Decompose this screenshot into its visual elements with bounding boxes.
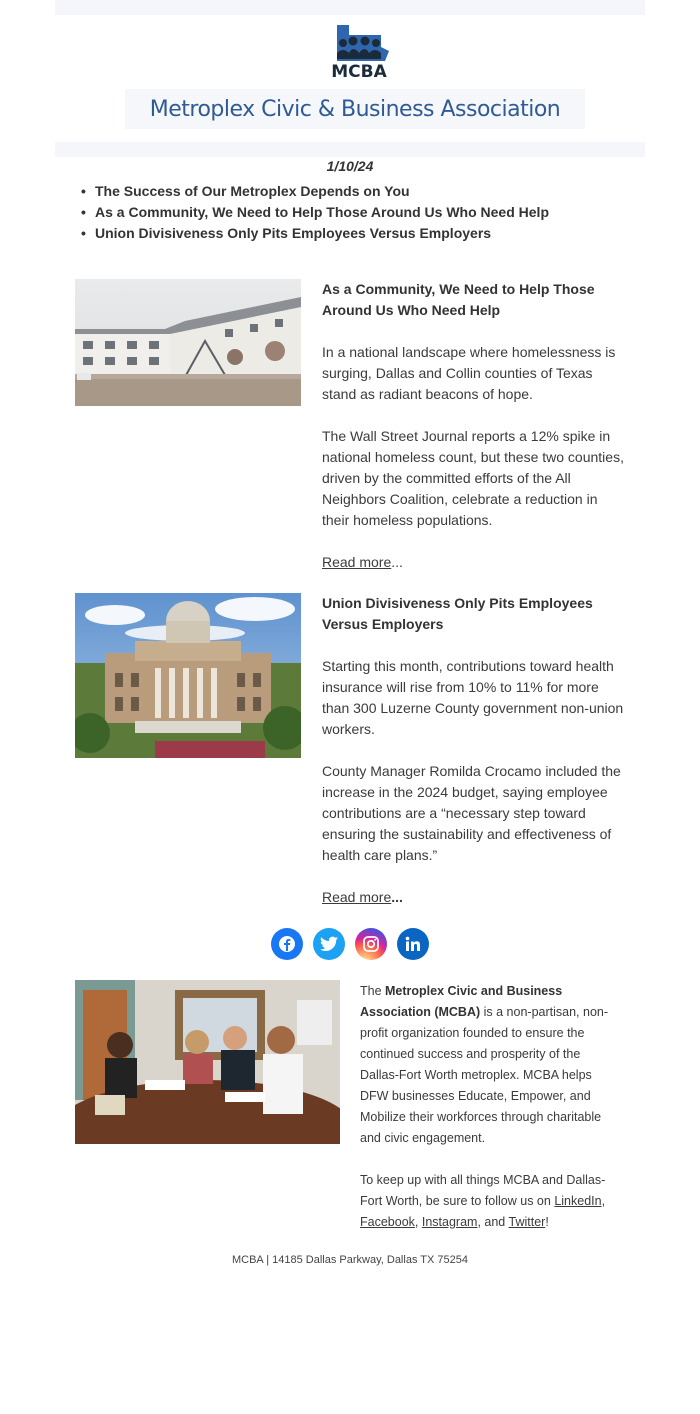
read-more-link[interactable]: Read more — [322, 889, 392, 905]
twitter-icon[interactable] — [313, 928, 345, 960]
article-title: As a Community, We Need to Help Those Around Us Who Need Help — [322, 281, 595, 318]
facebook-icon[interactable] — [271, 928, 303, 960]
courthouse-photo — [75, 593, 301, 758]
linkedin-icon[interactable] — [397, 928, 429, 960]
read-more-ellipsis: ... — [391, 889, 403, 905]
team-meeting-photo — [75, 980, 340, 1144]
association-banner — [125, 89, 585, 129]
read-more-line — [322, 887, 627, 908]
about-prefix: The — [360, 984, 386, 998]
footer-address: MCBA | 14185 Dallas Parkway, Dallas TX 75254 — [231, 1254, 468, 1266]
separator: , — [601, 1194, 606, 1208]
table-of-contents — [95, 181, 549, 244]
svg-text:MCBA: MCBA — [331, 62, 387, 81]
about-description — [360, 981, 620, 1149]
article-paragraph: The Wall Street Journal reports a 12% spike in national homeless count, but these two counties, driven by the committed efforts of the All Neighbors Coalition, celebrate a reduction in their homeless populations. — [322, 428, 624, 528]
logo-area — [55, 15, 645, 142]
facebook-link[interactable]: Facebook — [360, 1215, 415, 1229]
separator: , and — [477, 1215, 509, 1229]
read-more-ellipsis: ... — [391, 554, 403, 570]
article-paragraph: County Manager Romilda Crocamo included the increase in the 2024 budget, saying employee contributions are a “necessary step toward ensuring the sustainability and effectiveness of health care plans.” — [322, 763, 621, 863]
linkedin-link[interactable]: LinkedIn — [554, 1194, 602, 1208]
org-name: Metroplex Civic and Business Association (MCBA) — [360, 984, 563, 1019]
follow-end: ! — [545, 1215, 549, 1229]
toc-item: • Union Divisiveness Only Pits Employees Versus Employers — [95, 223, 549, 244]
about-section — [360, 981, 620, 1254]
toc-item: • As a Community, We Need to Help Those Around Us Who Need Help — [95, 202, 549, 223]
homeless-housing-photo — [75, 279, 301, 406]
article-paragraph: Starting this month, contributions toward health insurance will rise from 10% to 11% for more than 300 Luzerne County government non-union workers. — [322, 658, 624, 737]
banner-text: Metroplex Civic & Business Association — [149, 96, 561, 122]
header-bottom-band — [55, 142, 645, 157]
social-icons — [271, 928, 429, 960]
twitter-link[interactable]: Twitter — [508, 1215, 546, 1229]
toc-item: • The Success of Our Metroplex Depends on You — [95, 181, 549, 202]
about-desc: is a non-partisan, non-profit organization founded to ensure the continued success and prosperity of the Dallas-Fort Worth metroplex. MCBA helps DFW businesses Educate, Empower, and Mobilize their workforces through charitable and civic engagement. — [360, 1005, 609, 1145]
mcba-logo — [319, 21, 399, 81]
read-more-link[interactable]: Read more — [322, 554, 392, 570]
follow-prefix: To keep up with all things MCBA and Dallas-Fort Worth, be sure to follow us on — [360, 1173, 606, 1208]
article-title: Union Divisiveness Only Pits Employees Versus Employers — [322, 595, 593, 632]
article-paragraph: In a national landscape where homelessness is surging, Dallas and Collin counties of Texas stand as radiant beacons of hope. — [322, 344, 616, 402]
follow-text — [360, 1170, 620, 1233]
article-homelessness — [322, 279, 627, 594]
issue-date: 1/10/24 — [326, 158, 374, 174]
read-more-line — [322, 552, 627, 573]
separator: , — [414, 1215, 422, 1229]
instagram-icon[interactable] — [355, 928, 387, 960]
instagram-link[interactable]: Instagram — [421, 1215, 478, 1229]
header-top-band — [55, 0, 645, 15]
article-union — [322, 593, 627, 929]
